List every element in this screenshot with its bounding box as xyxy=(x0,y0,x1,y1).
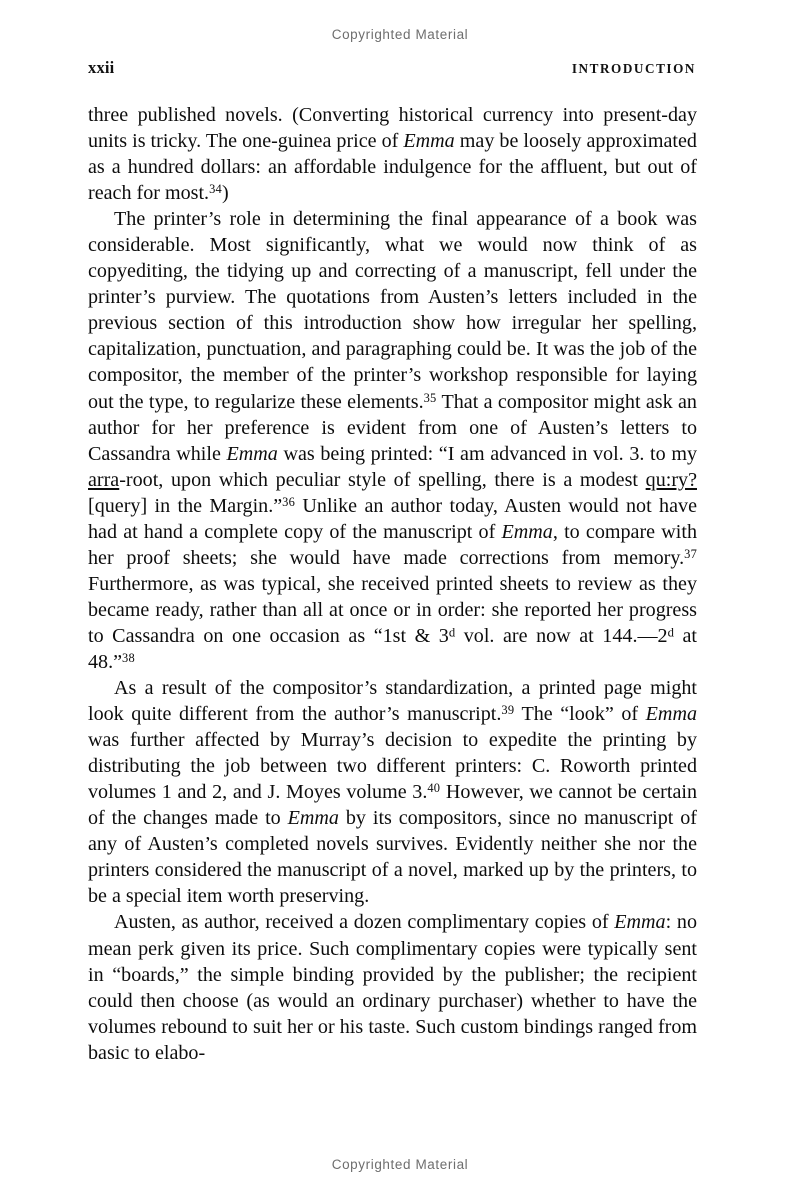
body-text-column xyxy=(88,102,697,1066)
paragraph-1: three published novels. (Converting historical currency into present-day units is tricky. The one-guinea price of Emma may be loosely approximated as a hundred dollars: an affordable indulgence for the affluent, but out of reach for most.$^{34}$) xyxy=(88,104,697,205)
copyright-watermark-bottom: Copyrighted Material xyxy=(331,1157,469,1172)
paragraph-4: Austen, as author, received a dozen complimentary copies of Emma: no mean perk given its price. Such complimentary copies were typically sent in “boards,” the simple binding provided by the publisher; the recipient could then choose (as would an ordinary purchaser) whether to have the volumes rebound to suit her or his taste. Such custom bindings ranged from basic to elabo- xyxy=(88,911,697,1064)
running-head xyxy=(88,58,696,80)
page-folio: xxii xyxy=(88,58,115,77)
paragraph-3: As a result of the compositor’s standardization, a printed page might look quite different from the author’s manuscript.$^{39}$ The “look” of Emma was further affected by Murray’s decision to expedite the printing by distributing the job between two different printers: C. Roworth printed volumes 1 and 2, and J. Moyes volume 3.40 However, we cannot be certain of the changes made to Emma by its compositors, since no manuscript of any of Austen’s completed novels survives. Evidently neither she nor the printers considered the manuscript of a novel, marked up by the printers, to be a special item worth preserving. xyxy=(88,677,698,908)
copyright-watermark-top: Copyrighted Material xyxy=(331,27,469,42)
paragraph-2: The printer’s role in determining the final appearance of a book was considerable. Most significantly, what we would now think of as copyediting, the tidying up and correcting of a manuscript, fell under the printer’s purview. The quotations from Austen’s letters included in the previous section of this introduction show how irregular her spelling, capitalization, punctuation, and paragraphing could be. It was the job of the compositor, the member of the printer’s workshop responsible for laying out the type, to regularize these elements.$^{35}$ That a compositor might ask an author for her preference is evident from one of Austen’s letters to Cassandra while Emma was being printed: “I am advanced in vol. 3. to my arra-root, upon which peculiar style of spelling, there is a modest qu:ry? [query] in the Margin.”$^{36}$ Unlike an author today, Austen would not have had at hand a complete copy of the manuscript of Emma, to compare with her proof sheets; she would have made corrections from memory.$^{37}$ Furthermore, as was typical, she received printed sheets to review as they became ready, rather than all at once or in order: she reported her progress to Cassandra on one occasion as “1st & 3$^d$ vol. are now at 144.—2$^d$ at 48.”$^{38}$ xyxy=(88,208,698,673)
running-head-title: INTRODUCTION xyxy=(571,61,696,76)
